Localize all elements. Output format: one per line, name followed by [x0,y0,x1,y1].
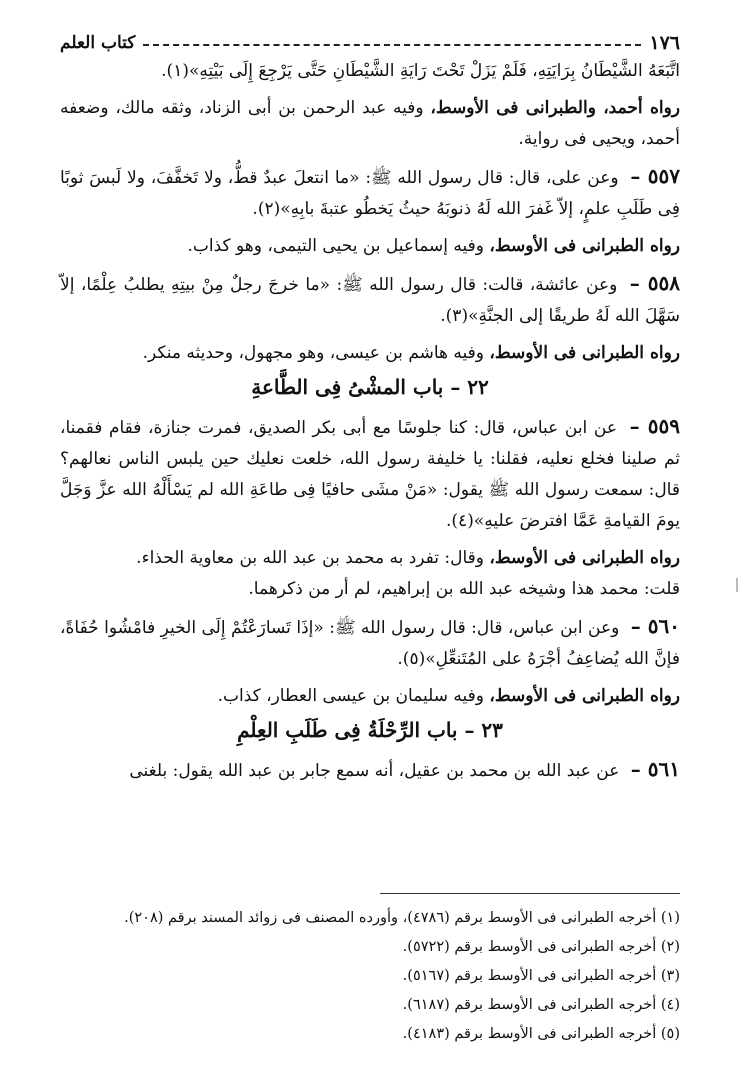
continued-text: اتَّبَعَهُ الشَّيْطَانُ بِرَايَتِهِ، فَلَمْ يَزَلْ تَحْتَ رَايَةِ الشَّيْطَانِ حَتَّى يَرْجِعَ إِلَى بَيْتِهِ»(١). [161,61,680,81]
hadith-number: ٥٦٠ – [630,614,680,638]
source-note [60,543,680,574]
source-note [60,93,680,155]
hadith-560 [60,611,680,675]
scan-edge-mark [736,578,738,592]
source-label: رواه الطبرانى فى الأوسط، [489,548,680,568]
footnote-5: (٥) أخرجه الطبرانى فى الأوسط برقم (٤١٨٣). [402,1026,680,1042]
source-label: رواه الطبرانى فى الأوسط، [489,686,680,706]
source-label: رواه أحمد، والطبرانى فى الأوسط، [430,98,680,118]
hadith-text: وعن على، قال: قال رسول الله ﷺ: «ما انتعلَ عبدٌ قطُّ، ولا تَخفَّفَ، ولا لَبسَ ثوبًا فِى طَلَبِ علمٍ، إلاّ غَفرَ الله لَهُ ذنوبَهُ حيثُ يَخطُو عتبةَ بابِهِ»(٢). [60,168,680,219]
source-text: وفيه هاشم بن عيسى، وهو مجهول، وحديثه منكر. [142,343,490,363]
footnote-1: (١) أخرجه الطبرانى فى الأوسط برقم (٤٧٨٦)، وأورده المصنف فى زوائد المسند برقم (٢٠٨). [124,910,680,926]
hadith-558 [60,268,680,332]
source-text: وقال: تفرد به محمد بن عبد الله بن معاوية الحذاء. [136,548,490,568]
footnote-2: (٢) أخرجه الطبرانى فى الأوسط برقم (٥٧٢٢). [402,939,680,955]
source-text: وفيه عبد الرحمن بن أبى الزناد، وثقه مالك، وضعفه أحمد، ويحيى فى رواية. [60,98,680,149]
hadith-557 [60,161,680,225]
footnote-4: (٤) أخرجه الطبرانى فى الأوسط برقم (٦١٨٧). [402,997,680,1013]
source-note [60,231,680,262]
page-number: ١٧٦ [649,32,680,54]
header-rule [143,44,641,46]
hadith-561 [60,754,680,787]
source-text: وفيه إسماعيل بن يحيى التيمى، وهو كذاب. [187,236,490,256]
source-label: رواه الطبرانى فى الأوسط، [489,343,680,363]
chapter-heading-23: ٢٣ – باب الرِّحْلَةُ فِى طَلَبِ العِلْمِ [237,718,503,742]
author-remark: قلت: محمد هذا وشيخه عبد الله بن إبراهيم، لم أر من ذكرهما. [248,579,680,599]
hadith-number: ٥٥٨ – [629,271,680,295]
hadith-text: وعن ابن عباس، قال: قال رسول الله ﷺ: «إذَا تَسارَعْتُمْ إِلَى الخيرِ فامْشُوا حُفَاةً، فإنَّ الله يُضاعِفُ أجْرَهُ على المُتَنعِّلِ»(٥). [60,618,680,669]
source-note [60,338,680,369]
page-body [60,30,680,787]
footnote-3: (٣) أخرجه الطبرانى فى الأوسط برقم (٥١٦٧). [402,968,680,984]
hadith-text: عن عبد الله بن محمد بن عقيل، أنه سمع جابر بن عبد الله يقول: بلغنى [129,761,625,781]
source-note [60,681,680,712]
hadith-number: ٥٦١ – [630,757,680,781]
hadith-text: عن ابن عباس، قال: كنا جلوسًا مع أبى بكر الصديق، فمرت جنازة، فقام فقمنا، ثم صلينا فخلع نعليه، فقلنا: يا خليفة رسول الله، خلعت نعليك حين يلبس الناس نعالهم؟ قال: سمعت رسول الله ﷺ يقول: «مَنْ مشَى حافيًا فِى طاعَةِ الله لم يَسْأَلْهُ الله عزَّ وَجَلَّ يومَ القيامةِ عَمَّا افترضَ عليهِ»(٤). [60,418,680,531]
source-text: وفيه سليمان بن عيسى العطار، كذاب. [217,686,490,706]
hadith-number: ٥٥٩ – [629,414,680,438]
source-label: رواه الطبرانى فى الأوسط، [489,236,680,256]
hadith-559 [60,411,680,537]
footnotes [60,893,680,1049]
hadith-text: وعن عائشة، قالت: قال رسول الله ﷺ: «ما خرجَ رجلٌ مِنْ بيتِهِ يطلبُ عِلْمًا، إلاّ سَهَّلَ الله لَهُ طريقًا إلى الجنَّةِ»(٣). [60,275,680,326]
book-title: كتاب العلم [60,33,136,53]
hadith-number: ٥٥٧ – [630,164,680,188]
footnote-rule [380,893,680,894]
running-header [60,30,680,56]
chapter-heading-22: ٢٢ – باب المشْىُ فِى الطَّاعةِ [251,375,489,399]
